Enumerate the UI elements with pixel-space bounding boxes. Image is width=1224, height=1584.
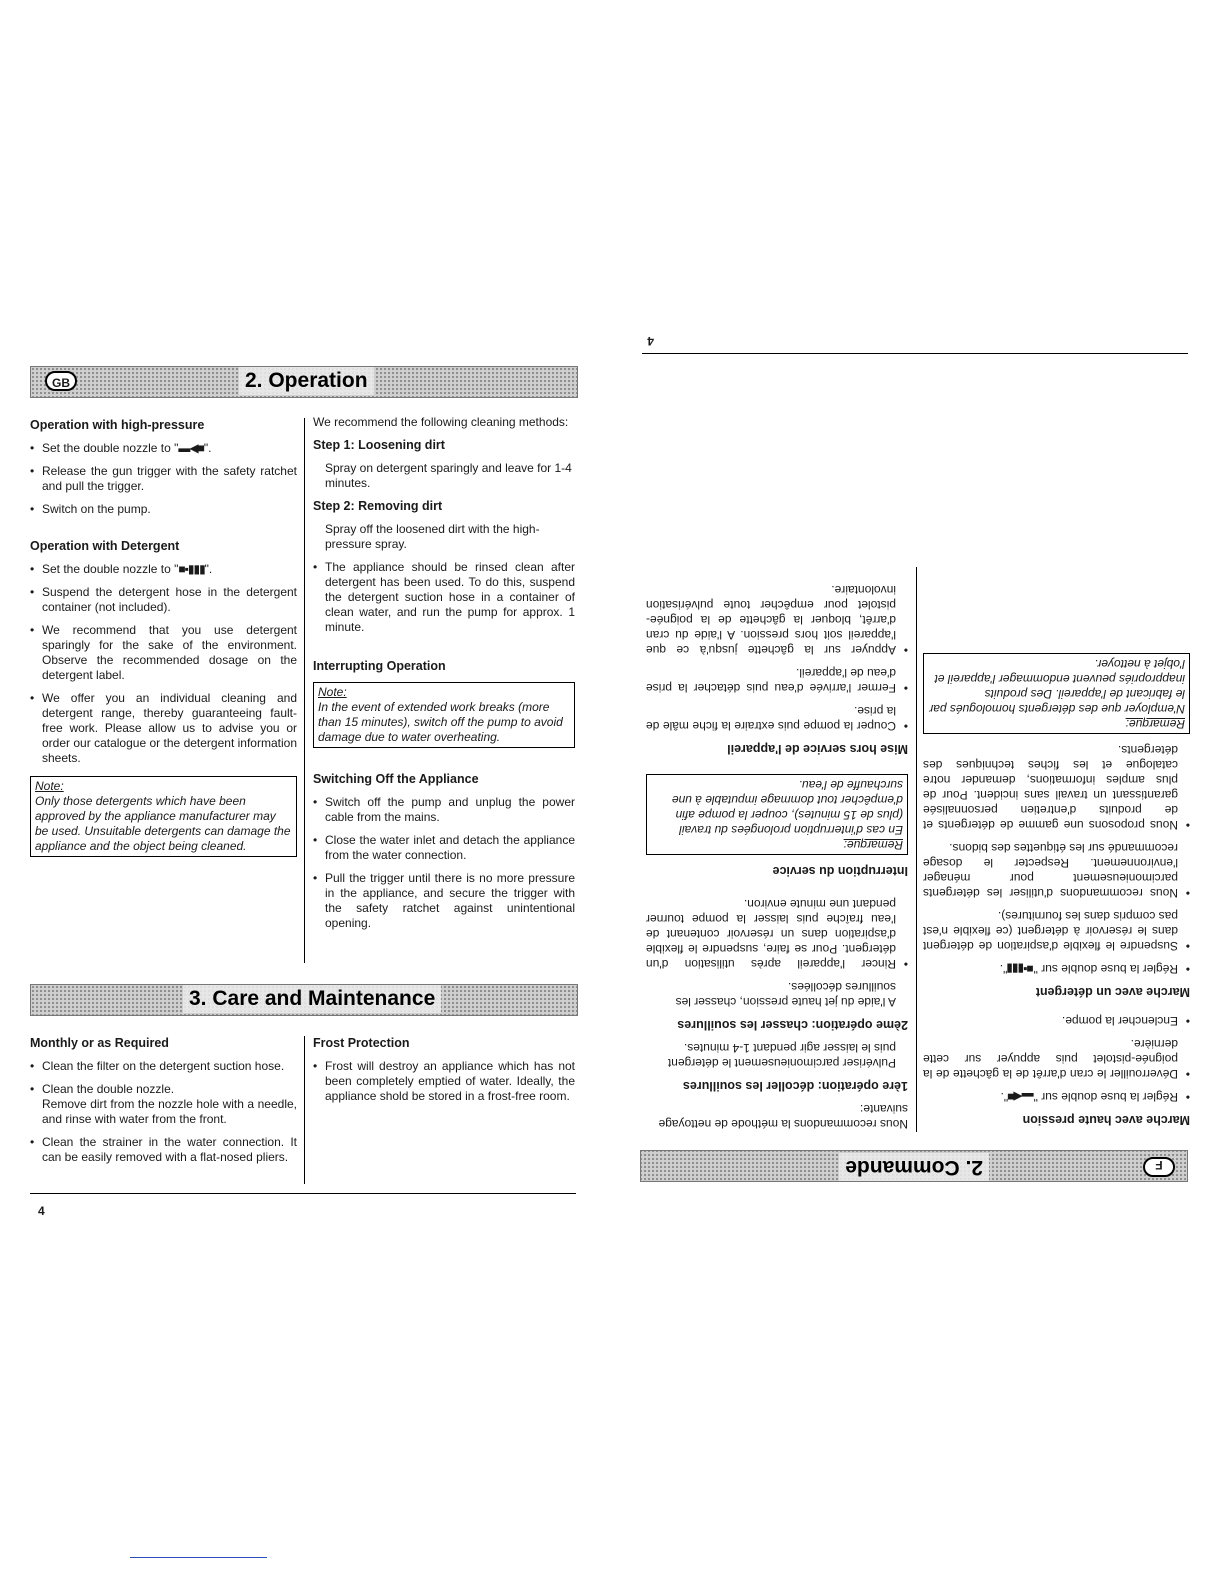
list-item: • Suspendre le flexible d'aspiration de détergent dans le réservoir à détergent (ce flexible n'est pas compris dans les fournitures). xyxy=(923,908,1190,953)
list-item: • The appliance should be rinsed clean after detergent has been used. To do this, suspend the detergent suction hose in a container of clean water, and run the pump for approx. 1 minute. xyxy=(313,560,575,635)
heading-mise-hors-service: Mise hors service de l'appareil xyxy=(727,742,908,756)
note-detergents xyxy=(30,776,297,857)
list-item: • We offer you an individual cleaning and detergent range, thereby guaranteeing fault-free work. Please allow us to advise you or order our catalogue or the detergent information sheets. xyxy=(30,691,297,766)
heading-detergent: Operation with Detergent xyxy=(30,539,180,553)
right-page-rotated xyxy=(612,0,1224,1584)
column-divider xyxy=(916,567,917,1132)
column-divider xyxy=(304,1036,305,1184)
list-item: • Suspend the detergent hose in the detergent container (not included). xyxy=(30,585,297,615)
care-banner xyxy=(30,984,578,1016)
care-col-2 xyxy=(313,1036,575,1112)
list-item: • Déverrouiller le cran d'arrêt de la gâchette de la poignée-pistolet puis appuyer sur cette dernière. xyxy=(923,1036,1190,1081)
care-col-1 xyxy=(30,1036,297,1173)
scan-edge-line xyxy=(130,1557,267,1558)
operation-banner xyxy=(30,366,578,398)
footer-rule xyxy=(642,353,1188,354)
list-item: • Clean the filter on the detergent suction hose. xyxy=(30,1059,297,1074)
page-number: 4 xyxy=(38,1204,45,1218)
note-text: In the event of extended work breaks (more than 15 minutes), switch off the pump to avoid damage due to water overheating. xyxy=(318,700,563,744)
list-item: • Switch off the pump and unplug the power cable from the mains. xyxy=(313,795,575,825)
note-text: Only those detergents which have been approved by the appliance manufacturer may be used. Unsuitable detergents can damage the appliance and the object being cleaned. xyxy=(35,794,291,853)
note-text: N'employer que des détergents homologués par le fabricant de l'appareil. Des produits inappropriés peuvent endommager l'appareil et l'objet à nettoyer. xyxy=(929,657,1185,716)
column-divider xyxy=(304,418,305,963)
step1-text: Pulvériser parcimonieusement le détergent puis le laisser agir pendant 1-4 minutes. xyxy=(667,1041,896,1070)
commande-col-1 xyxy=(923,653,1190,1127)
operation-col-2 xyxy=(313,415,575,939)
heading-switching-off: Switching Off the Appliance xyxy=(313,772,479,786)
list-item: • Nous proposons une gamme de détergents et de produits d'entretien personnalisée garantissant un travail sans incident. Pour de plus amples informations, demander notre catalogue et les fiches techniques des détergents. xyxy=(923,742,1190,832)
list-item: • We recommend that you use detergent sparingly for the sake of the environment. Observe the recommended dosage on the detergent label. xyxy=(30,623,297,683)
note-text: En cas d'interruption prolongées du travail (plus de 15 minutes), couper la pompe afin d'empêcher tout dommage imputable à une surchauffe de l'eau. xyxy=(671,778,903,837)
lang-badge-f: F xyxy=(1143,1157,1175,1177)
operation-col-1 xyxy=(30,418,297,857)
note-title: Remarque: xyxy=(843,838,903,852)
step1-text: Spray on detergent sparingly and leave for 1-4 minutes. xyxy=(325,461,572,490)
note-title: Remarque: xyxy=(1125,717,1185,731)
list-item: • Frost will destroy an appliance which has not been completely emptied of water. Ideally, the appliance shold be stored in a frost-free room. xyxy=(313,1059,575,1104)
list-item: • Appuyer sur la gâchette jusqu'à ce que l'appareil soit hors pression. A l'aide du cran d'arrêt, bloquer la gâchette de la poignée-pistolet pour empêcher toute pulvérisation involontaire. xyxy=(646,582,908,657)
operation-title: 2. Operation xyxy=(239,367,374,395)
methods-intro: We recommend the following cleaning methods: xyxy=(313,415,569,429)
step2-text: Spray off the loosened dirt with the high-pressure spray. xyxy=(325,522,540,551)
commande-banner xyxy=(640,1150,1188,1182)
note-interrupting xyxy=(313,682,575,748)
list-item: • Pull the trigger until there is no more pressure in the appliance, and secure the trigger with the safety ratchet against unintentional opening. xyxy=(313,871,575,931)
commande-col-2 xyxy=(646,574,908,1131)
list-item: • Set the double nozzle to "■▪▮▮▮". xyxy=(30,562,297,577)
step2-text: A l'aide du jet haute pression, chasser les souillures décollées. xyxy=(675,980,896,1009)
heading-high-pressure: Operation with high-pressure xyxy=(30,418,205,432)
list-item: • Set the double nozzle to "▬◀■". xyxy=(30,441,297,456)
list-item: • Fermer l'arrivée d'eau puis détacher la prise d'eau de l'appareil. xyxy=(646,665,908,695)
heading-monthly: Monthly or as Required xyxy=(30,1036,169,1050)
list-item: • Rincer l'appareil après utilisation d'un détergent. Pour se faire, suspendre le flexible d'aspiration dans un réservoir contenant de l'eau fraîche puis laisser la pompe tourner pendant une minute environ. xyxy=(646,896,908,971)
list-item: • Clean the double nozzle. Remove dirt from the nozzle hole with a needle, and rinse with water from the front. xyxy=(30,1082,297,1127)
heading-haute-pression: Marche avec haute pression xyxy=(1022,1113,1190,1127)
step1-title: 1ère opération: décoller les souillures xyxy=(682,1079,908,1093)
note-detergents-fr xyxy=(923,653,1190,734)
heading-interruption: Interruption du service xyxy=(772,864,908,878)
list-item: • Release the gun trigger with the safety ratchet and pull the trigger. xyxy=(30,464,297,494)
nozzle-detergent-icon: ■▪▮▮▮ xyxy=(1007,962,1034,976)
nozzle-detergent-icon: ■▪▮▮▮ xyxy=(178,562,205,576)
step2-title: 2ème opération: chasser les souillures xyxy=(677,1018,908,1032)
list-item: • Switch on the pump. xyxy=(30,502,297,517)
list-item: • Clean the strainer in the water connection. It can be easily removed with a flat-nosed pliers. xyxy=(30,1135,297,1165)
step1-title: Step 1: Loosening dirt xyxy=(313,438,445,452)
nozzle-high-pressure-icon: ▬◀■ xyxy=(178,441,204,455)
list-item: • Régler la buse double sur "▬◀■". xyxy=(923,1089,1190,1104)
footer-rule xyxy=(30,1193,576,1194)
list-item: • Couper la pompe puis extraire la fiche mâle de la prise. xyxy=(646,703,908,733)
page-number: 4 xyxy=(647,334,654,348)
commande-title: 2. Commande xyxy=(839,1153,989,1181)
list-item: • Nous recommandons d'utiliser les détergents parcimonieusement pour ménager l'environnement. Respecter le dosage recommandé sur les étiquettes des bidons. xyxy=(923,840,1190,900)
lang-badge-gb: GB xyxy=(45,371,77,391)
list-item: • Régler la buse double sur "■▪▮▮▮". xyxy=(923,961,1190,976)
nozzle-high-pressure-icon: ▬◀■ xyxy=(1008,1090,1034,1104)
list-item: • Enclencher la pompe. xyxy=(923,1013,1190,1028)
list-item: • Close the water inlet and detach the appliance from the water connection. xyxy=(313,833,575,863)
care-title: 3. Care and Maintenance xyxy=(183,985,441,1013)
heading-detergent-fr: Marche avec un détergent xyxy=(1035,985,1190,999)
step2-title: Step 2: Removing dirt xyxy=(313,499,443,513)
heading-frost: Frost Protection xyxy=(313,1036,410,1050)
note-interruption xyxy=(646,774,908,855)
heading-interrupting: Interrupting Operation xyxy=(313,659,446,673)
note-title: Note: xyxy=(318,685,347,699)
methods-intro: Nous recommandons la méthode de nettoyage suivante: xyxy=(658,1102,908,1131)
note-title: Note: xyxy=(35,779,64,793)
